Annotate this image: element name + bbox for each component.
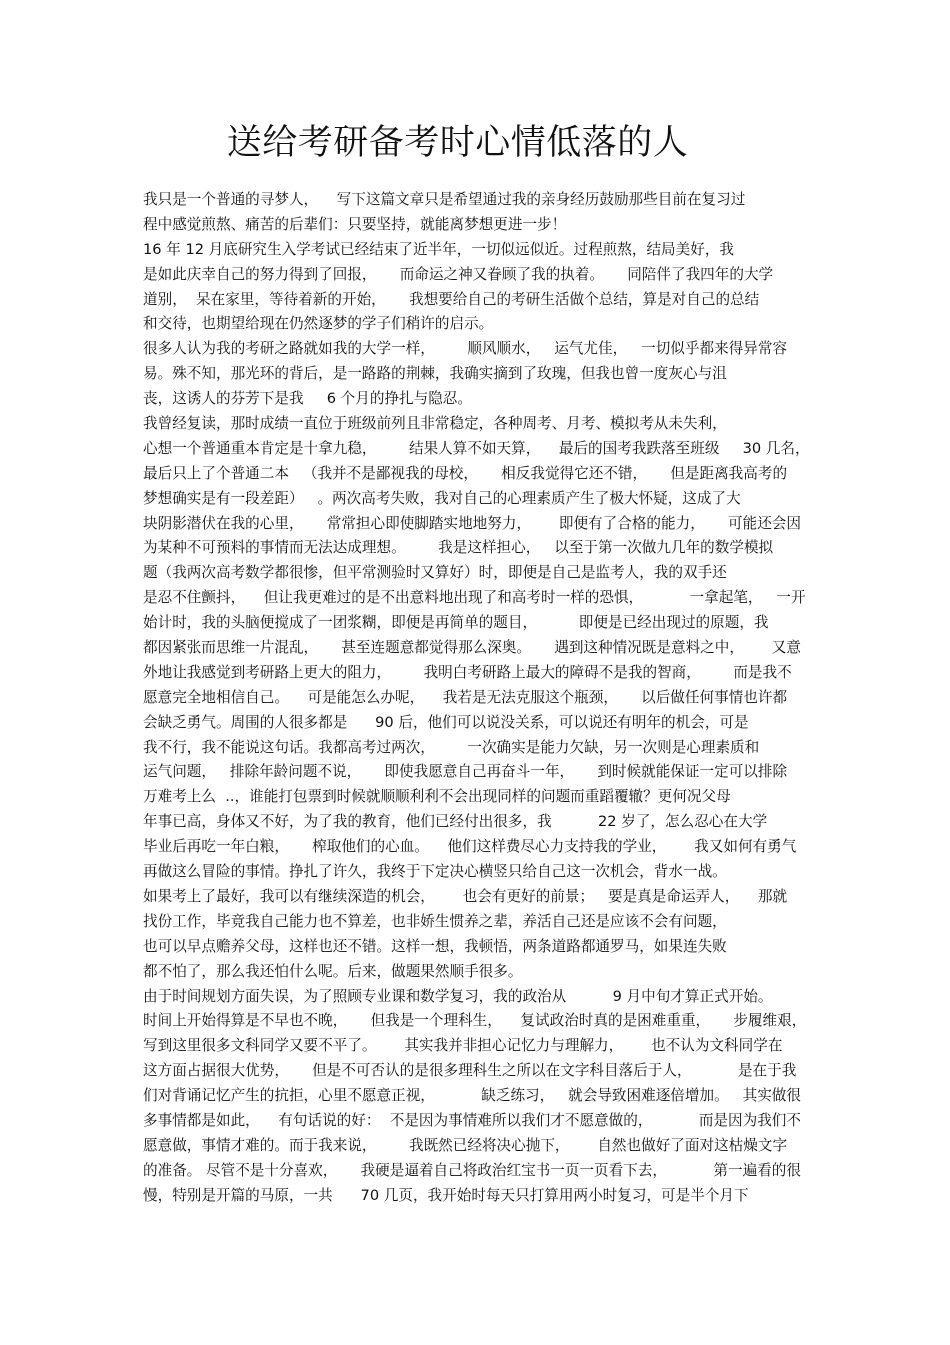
body-line: 这方面占据很大优势， 但是不可否认的是很多理科生之所以在文字科目落后于人， 是在于我 bbox=[143, 1062, 797, 1080]
body-line: 外地让我感觉到考研路上更大的阻力， 我明白考研路上最大的障碍不是我的智商， 而是我不 bbox=[143, 663, 792, 681]
body-line: 年事已高，身体又不好，为了我的教育，他们已经付出很多，我 22 岁了，怎么忍心在大学 bbox=[143, 813, 768, 831]
body-line: 写到这里很多文科同学又要不平了。 其实我并非担心记忆力与理解力， 也不认为文科同学在 bbox=[143, 1037, 783, 1055]
body-line: 都不怕了，那么我还怕什么呢。后来，做题果然顺手很多。 bbox=[143, 962, 523, 980]
body-line: 最后只上了个普通二本 （我并不是鄙视我的母校， 相反我觉得它还不错， 但是距离我高考的 bbox=[143, 464, 788, 482]
body-line: 的准备。 尽管不是十分喜欢， 我硬是逼着自己将政治红宝书一页一页看下去， 第一遍看的很 bbox=[143, 1161, 801, 1179]
body-line: 我曾经复读，那时成绩一直位于班级前列且非常稳定，各种周考、月考、模拟考从未失利， bbox=[143, 415, 727, 433]
document-body bbox=[143, 188, 823, 1209]
body-line: 很多人认为我的考研之路就如我的大学一样， 顺风顺水， 运气尤佳， 一切似乎都来得异常容 bbox=[143, 340, 788, 358]
body-line: 找份工作，毕竟我自己能力也不算差，也非娇生惯养之辈，养活自己还是应该不会有问题， bbox=[143, 912, 727, 930]
body-line: 也可以早点赡养父母，这样也还不错。这样一想，我顿悟，两条道路都通罗马，如果连失败 bbox=[143, 937, 727, 955]
body-line: 丧，这诱人的芬芳下是我 6 个月的挣扎与隐忍。 bbox=[143, 390, 472, 408]
body-line: 万难考上么 ..，谁能打包票到时候就顺顺利利不会出现同样的问题而重蹈覆辙？更何况父母 bbox=[143, 788, 731, 806]
body-line: 道别， 呆在家里，等待着新的开始， 我想要给自己的考研生活做个总结，算是对自己的总结 bbox=[143, 290, 760, 308]
body-line: 题（我两次高考数学都很惨，但平常测验时又算好）时，即便是自己是监考人，我的双手还 bbox=[143, 564, 727, 582]
body-line: 梦想确实是有一段差距） 。两次高考失败，我对自己的心理素质产生了极大怀疑，这成了大 bbox=[143, 489, 741, 507]
body-line: 由于时间规划方面失误，为了照顾专业课和数学复习，我的政治从 9 月中旬才算正式开始。 bbox=[143, 987, 773, 1005]
body-line: 16 年 12 月底研究生入学考试已经结束了近半年，一切似远似近。过程煎熬，结局美好，我 bbox=[143, 240, 735, 258]
body-line: 我只是一个普通的寻梦人， 写下这篇文章只是希望通过我的亲身经历鼓励那些目前在复习过 bbox=[143, 191, 746, 208]
body-line: 心想一个普通重本肯定是十拿九稳， 结果人算不如天算， 最后的国考我跌落至班级 30 几名， bbox=[143, 439, 810, 457]
body-line: 和交待，也期望给现在仍然逐梦的学子们稍许的启示。 bbox=[143, 315, 494, 333]
body-line: 愿意做，事情才难的。而于我来说， 我既然已经将决心抛下， 自然也做好了面对这枯燥文字 bbox=[143, 1136, 788, 1154]
body-line: 程中感觉煎熬、痛苦的后辈们：只要坚持，就能离梦想更进一步！ bbox=[143, 215, 567, 233]
body-line: 是如此庆幸自己的努力得到了回报， 而命运之神又眷顾了我的执着。 同陪伴了我四年的大学 bbox=[143, 265, 774, 283]
body-line: 再做这么冒险的事情。挣扎了许久，我终于下定决心横竖只给自己这一次机会，背水一战。 bbox=[143, 863, 727, 881]
body-line: 始计时，我的头脑便搅成了一团浆糊，即便是再简单的题目， 即便是已经出现过的原题，我 bbox=[143, 614, 769, 632]
body-line: 运气问题， 排除年龄问题不说， 即使我愿意自己再奋斗一年， 到时候就能保证一定可以排除 bbox=[143, 763, 788, 781]
body-line: 块阴影潜伏在我的心里， 常常担心即使脚踏实地地努力， 即便有了合格的能力， 可能还会因 bbox=[143, 514, 801, 532]
body-line: 为某种不可预料的事情而无法达成理想。 我是这样担心， 以至于第一次做九几年的数学模拟 bbox=[143, 539, 774, 557]
body-line: 会缺乏勇气。周围的人很多都是 90 后，他们可以说没关系，可以说还有明年的机会，可是 bbox=[143, 713, 749, 731]
body-line: 愿意完全地相信自己。 可是能怎么办呢， 我若是无法克服这个瓶颈， 以后做任何事情也许都 bbox=[143, 688, 788, 706]
body-line: 多事情都是如此， 有句话说的好： 不是因为事情难所以我们才不愿意做的， 而是因为我们不 bbox=[143, 1111, 801, 1129]
body-line: 我不行，我不能说这句话。我都高考过两次， 一次确实是能力欠缺，另一次则是心理素质和 bbox=[143, 738, 760, 756]
body-line: 易。殊不知，那光环的背后，是一路路的荆棘，我确实摘到了玫瑰，但我也曾一度灰心与沮 bbox=[143, 365, 727, 383]
body-line: 是忍不住颤抖， 但让我更难过的是不出意料地出现了和高考时一样的恐惧， 一拿起笔， 一开 bbox=[143, 589, 806, 607]
body-line: 慢，特别是开篇的马原，一共 70 几页，我开始时每天只打算用两小时复习，可是半个月下 bbox=[143, 1186, 749, 1204]
body-line: 们对背诵记忆产生的抗拒，心里不愿意正视， 缺乏练习， 就会导致困难逐倍增加。 其实做很 bbox=[143, 1087, 801, 1105]
body-line: 时间上开始得算是不早也不晚， 但我是一个理科生， 复试政治时真的是困难重重， 步履维艰， bbox=[143, 1012, 807, 1030]
body-line: 如果考上了最好，我可以有继续深造的机会， 也会有更好的前景； 要是真是命运弄人， 那就 bbox=[143, 887, 788, 905]
body-line: 毕业后再吃一年白粮， 榨取他们的心血。 他们这样费尽心力支持我的学业， 我又如何有勇气 bbox=[143, 838, 797, 856]
body-line: 都因紧张而思维一片混乱， 甚至连题意都觉得那么深奥。 遇到这种情况既是意料之中， 又意 bbox=[143, 639, 801, 657]
document-title: 送给考研备考时心情低落的人 bbox=[226, 123, 689, 163]
